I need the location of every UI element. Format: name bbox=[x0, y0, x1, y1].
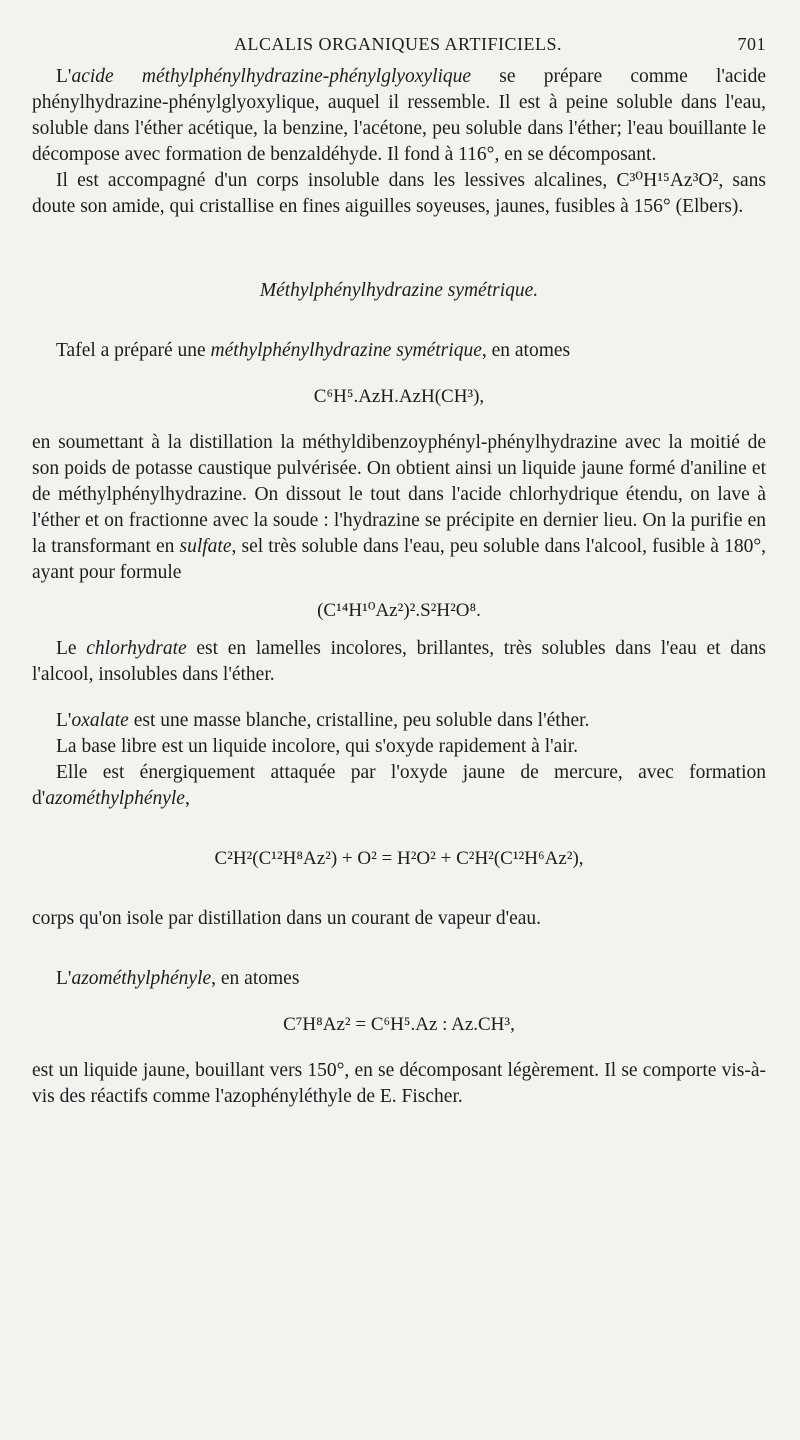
paragraph-chlorhydrate: Le chlorhydrate est en lamelles incolores, brillantes, très solubles dans l'eau et dans l'alcool, insolubles dans l'éther. bbox=[32, 638, 766, 685]
paragraph-azomethylphenyle: L'azométhylphényle, en atomes bbox=[56, 968, 300, 989]
running-title: ALCALIS ORGANIQUES ARTIFICIELS. bbox=[234, 34, 562, 54]
running-header bbox=[30, 34, 766, 62]
page-number: 701 bbox=[737, 34, 766, 54]
paragraph-mercury-oxide: Elle est énergiquement attaquée par l'oxyde jaune de mercure, avec formation d'azométhylphényle, bbox=[32, 762, 766, 809]
section-heading: Méthylphénylhydrazine symétrique. bbox=[259, 280, 539, 301]
formula-sulfate: (C¹⁴H¹⁰Az²)².S²H²O⁸. bbox=[317, 600, 481, 621]
paragraph-oxalate: L'oxalate est une masse blanche, cristalline, peu soluble dans l'éther. bbox=[56, 710, 590, 731]
paragraph-free-base: La base libre est un liquide incolore, qui s'oxyde rapidement à l'air. bbox=[56, 736, 578, 757]
paragraph-amide: Il est accompagné d'un corps insoluble dans les lessives alcalines, C³⁰H¹⁵Az³O², sans doute son amide, qui cristallise en fines aiguilles soyeuses, jaunes, fusibles à 156° (Elbers). bbox=[32, 170, 766, 217]
paragraph-properties: est un liquide jaune, bouillant vers 150°, en se décomposant légèrement. Il se comporte vis-à-vis des réactifs comme l'azophényléthyle de E. Fischer. bbox=[32, 1060, 766, 1107]
formula-azomethylphenyle: C⁷H⁸Az² = C⁶H⁵.Az : Az.CH³, bbox=[283, 1014, 515, 1035]
paragraph-isolation: corps qu'on isole par distillation dans un courant de vapeur d'eau. bbox=[32, 908, 542, 929]
paragraph-distillation: en soumettant à la distillation la méthyldibenzoyphényl-phénylhydrazine avec la moitié de son poids de potasse caustique pulvérisée. On obtient ainsi un liquide jaune formé d'aniline et de méthylphénylhydrazine. On dissout le tout dans l'acide chlorhydrique étendu, on lave à l'éther et on fractionne avec la soude : l'hydrazine se précipite en dernier lieu. On la purifie en la transformant en sulfate, sel très soluble dans l'eau, peu soluble dans l'alcool, fusible à 180°, ayant pour formule bbox=[32, 432, 766, 583]
paragraph-acid: L'acide méthylphénylhydrazine-phénylglyoxylique se prépare comme l'acide phénylhydrazine-phénylglyoxylique, auquel il ressemble. Il est à peine soluble dans l'eau, soluble dans l'éther acétique, la benzine, l'acétone, peu soluble dans l'éther; l'eau bouillante le décompose avec formation de benzaldéhyde. Il fond à 116°, en se décomposant. bbox=[32, 66, 767, 165]
paragraph-tafel: Tafel a préparé une méthylphénylhydrazine symétrique, en atomes bbox=[56, 340, 571, 361]
formula-atoms: C⁶H⁵.AzH.AzH(CH³), bbox=[313, 386, 485, 407]
page-body bbox=[32, 64, 766, 1110]
formula-reaction: C²H²(C¹²H⁸Az²) + O² = H²O² + C²H²(C¹²H⁶Az²), bbox=[214, 848, 584, 869]
